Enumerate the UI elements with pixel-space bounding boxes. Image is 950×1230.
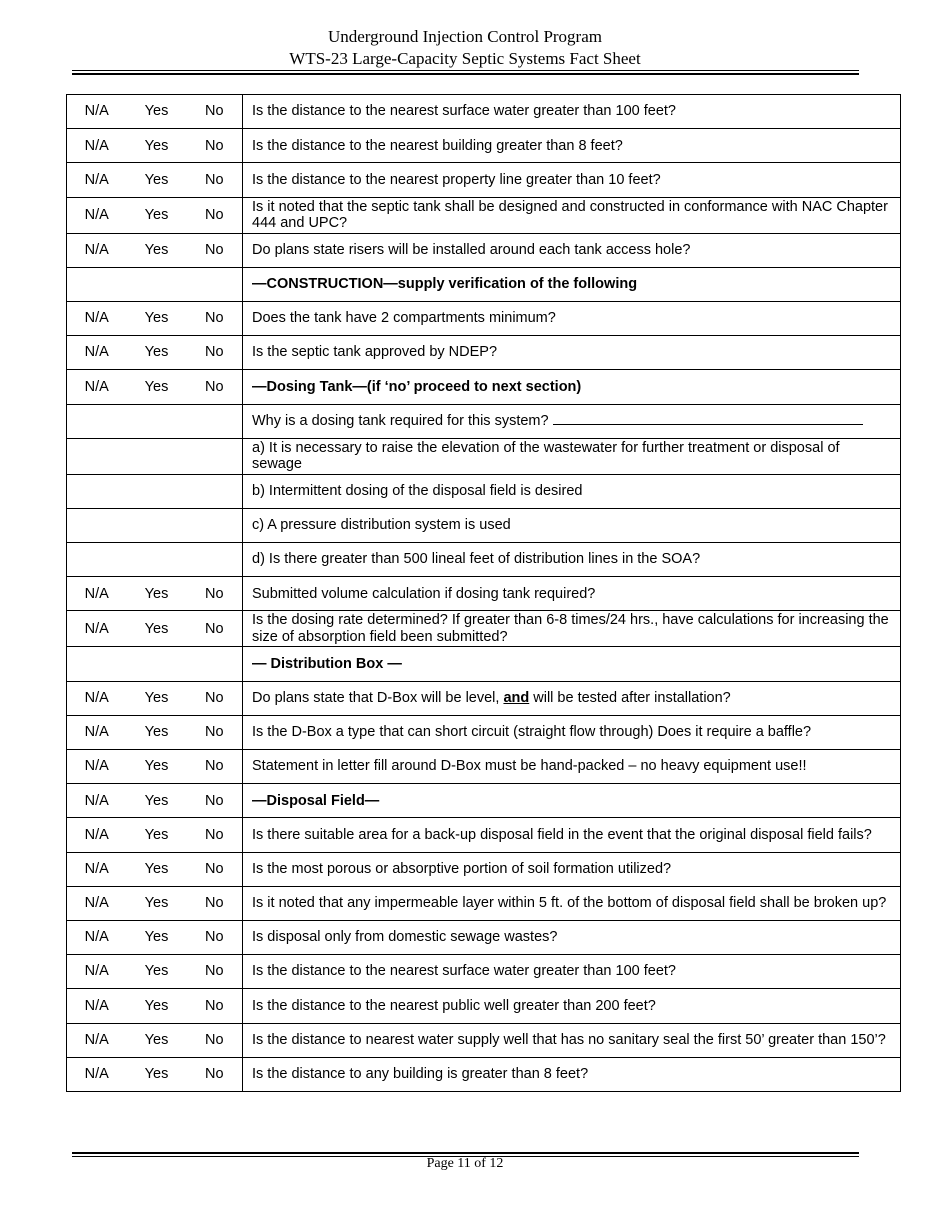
option-no[interactable]: No [187, 95, 243, 129]
option-yes[interactable]: Yes [127, 852, 187, 886]
question-text: Is the distance to the nearest building greater than 8 feet? [243, 129, 901, 163]
option-na[interactable]: N/A [67, 197, 127, 233]
option-no[interactable]: No [187, 163, 243, 197]
table-row [67, 852, 901, 886]
table-row [67, 818, 901, 852]
question-text: Is the distance to any building is greater than 8 feet? [243, 1057, 901, 1091]
option-na[interactable]: N/A [67, 955, 127, 989]
table-row [67, 301, 901, 335]
header-document-title: WTS-23 Large-Capacity Septic Systems Fact Sheet [289, 49, 641, 68]
option-yes[interactable]: Yes [127, 784, 187, 818]
emphasis-and: and [503, 689, 530, 706]
option-yes[interactable]: Yes [127, 95, 187, 129]
answer-blank-line[interactable] [553, 412, 863, 425]
option-yes[interactable]: Yes [127, 1023, 187, 1057]
option-na[interactable]: N/A [67, 784, 127, 818]
option-no[interactable]: No [187, 1057, 243, 1091]
option-no[interactable]: No [187, 920, 243, 954]
option-yes[interactable]: Yes [127, 681, 187, 715]
section-title-construction: —CONSTRUCTION—supply verification of the following [243, 267, 901, 301]
table-row [67, 715, 901, 749]
option-no[interactable]: No [187, 886, 243, 920]
option-na[interactable]: N/A [67, 233, 127, 267]
section-title-distribution-box: — Distribution Box — [243, 647, 901, 681]
table-row [67, 681, 901, 715]
option-no[interactable]: No [187, 577, 243, 611]
question-text: Is the D-Box a type that can short circuit (straight flow through) Does it require a baffle? [243, 715, 901, 749]
table-row [67, 233, 901, 267]
option-yes[interactable]: Yes [127, 750, 187, 784]
table-row [67, 920, 901, 954]
option-na[interactable]: N/A [67, 1023, 127, 1057]
question-text: Is disposal only from domestic sewage wastes? [243, 920, 901, 954]
checklist-table [66, 94, 901, 1092]
option-yes[interactable]: Yes [127, 197, 187, 233]
question-text: Is the septic tank approved by NDEP? [243, 336, 901, 370]
option-yes[interactable]: Yes [127, 886, 187, 920]
dosing-reason-option: a) It is necessary to raise the elevation of the wastewater for further treatment or disposal of sewage [243, 438, 901, 474]
question-text [243, 681, 901, 715]
option-no[interactable]: No [187, 129, 243, 163]
option-na[interactable]: N/A [67, 920, 127, 954]
table-row [67, 163, 901, 197]
section-header-row [67, 647, 901, 681]
header-rule [72, 70, 859, 71]
option-na[interactable]: N/A [67, 95, 127, 129]
option-no[interactable]: No [187, 681, 243, 715]
option-yes[interactable]: Yes [127, 129, 187, 163]
option-no[interactable]: No [187, 336, 243, 370]
option-yes[interactable]: Yes [127, 163, 187, 197]
option-yes[interactable]: Yes [127, 955, 187, 989]
option-na[interactable]: N/A [67, 336, 127, 370]
question-text: Is there suitable area for a back-up disposal field in the event that the original disposal field fails? [243, 818, 901, 852]
option-na[interactable]: N/A [67, 750, 127, 784]
question-text [243, 404, 901, 438]
dosing-reason-option: b) Intermittent dosing of the disposal field is desired [243, 474, 901, 508]
option-na[interactable]: N/A [67, 852, 127, 886]
table-row [67, 404, 901, 438]
question-text: Is it noted that the septic tank shall be designed and constructed in conformance with NAC Chapter 444 and UPC? [243, 197, 901, 233]
option-yes[interactable]: Yes [127, 336, 187, 370]
table-row [67, 508, 901, 542]
table-row [67, 611, 901, 647]
dosing-reason-option: d) Is there greater than 500 lineal feet of distribution lines in the SOA? [243, 543, 901, 577]
dosing-reason-prompt: Why is a dosing tank required for this system? [252, 413, 549, 430]
section-title-disposal-field: —Disposal Field— [243, 784, 901, 818]
table-row [67, 955, 901, 989]
option-no[interactable]: No [187, 715, 243, 749]
table-row [67, 474, 901, 508]
option-na[interactable]: N/A [67, 163, 127, 197]
option-yes[interactable]: Yes [127, 715, 187, 749]
option-na[interactable]: N/A [67, 1057, 127, 1091]
question-text: Is the distance to the nearest surface water greater than 100 feet? [243, 955, 901, 989]
page-header [0, 26, 930, 70]
option-no[interactable]: No [187, 301, 243, 335]
header-program-title: Underground Injection Control Program [327, 27, 602, 46]
option-na[interactable]: N/A [67, 989, 127, 1023]
table-row [67, 784, 901, 818]
option-no[interactable]: No [187, 233, 243, 267]
option-no[interactable]: No [187, 370, 243, 404]
question-text-start: Do plans state that D-Box will be level, [252, 689, 504, 706]
table-row [67, 370, 901, 404]
question-text: Does the tank have 2 compartments minimum? [243, 301, 901, 335]
option-yes[interactable]: Yes [127, 818, 187, 852]
option-na[interactable]: N/A [67, 370, 127, 404]
question-text: Is it noted that any impermeable layer within 5 ft. of the bottom of disposal field shall be broken up? [243, 886, 901, 920]
option-na[interactable]: N/A [67, 301, 127, 335]
option-yes[interactable]: Yes [127, 611, 187, 647]
table-row [67, 989, 901, 1023]
option-yes[interactable]: Yes [127, 301, 187, 335]
question-text-end: will be tested after installation? [529, 689, 731, 706]
footer-rule-thick [72, 1152, 859, 1154]
dosing-reason-option: c) A pressure distribution system is used [243, 508, 901, 542]
table-row [67, 197, 901, 233]
option-yes[interactable]: Yes [127, 370, 187, 404]
table-row [67, 577, 901, 611]
section-header-row [67, 267, 901, 301]
question-text: Submitted volume calculation if dosing tank required? [243, 577, 901, 611]
table-row [67, 750, 901, 784]
section-title-dosing-tank: —Dosing Tank—(if ‘no’ proceed to next section) [243, 370, 901, 404]
question-text: Statement in letter fill around D-Box must be hand-packed – no heavy equipment use!! [243, 750, 901, 784]
option-no[interactable]: No [187, 1023, 243, 1057]
question-text: Is the distance to the nearest property line greater than 10 feet? [243, 163, 901, 197]
option-na[interactable]: N/A [67, 681, 127, 715]
table-row [67, 1057, 901, 1091]
table-row [67, 336, 901, 370]
table-row [67, 1023, 901, 1057]
option-yes[interactable]: Yes [127, 989, 187, 1023]
question-text: Is the distance to nearest water supply well that has no sanitary seal the first 50’ greater than 150’? [243, 1023, 901, 1057]
option-no[interactable]: No [187, 611, 243, 647]
question-text: Is the distance to the nearest surface water greater than 100 feet? [243, 95, 901, 129]
option-no[interactable]: No [187, 818, 243, 852]
question-text: Do plans state risers will be installed around each tank access hole? [243, 233, 901, 267]
header-rule-thick [72, 73, 859, 75]
option-yes[interactable]: Yes [127, 920, 187, 954]
table-row [67, 886, 901, 920]
table-row [67, 129, 901, 163]
option-yes[interactable]: Yes [127, 233, 187, 267]
option-no[interactable]: No [187, 852, 243, 886]
option-na[interactable]: N/A [67, 611, 127, 647]
option-na[interactable]: N/A [67, 886, 127, 920]
option-na[interactable]: N/A [67, 577, 127, 611]
option-yes[interactable]: Yes [127, 577, 187, 611]
page-number: Page 11 of 12 [426, 1156, 504, 1171]
table-row [67, 95, 901, 129]
option-no[interactable]: No [187, 989, 243, 1023]
option-no[interactable]: No [187, 955, 243, 989]
option-na[interactable]: N/A [67, 818, 127, 852]
option-no[interactable]: No [187, 197, 243, 233]
option-yes[interactable]: Yes [127, 1057, 187, 1091]
option-no[interactable]: No [187, 750, 243, 784]
option-na[interactable]: N/A [67, 715, 127, 749]
question-text: Is the most porous or absorptive portion of soil formation utilized? [243, 852, 901, 886]
question-text: Is the dosing rate determined? If greater than 6-8 times/24 hrs., have calculations for increasing the size of absorption field been submitted? [243, 611, 901, 647]
table-row [67, 438, 901, 474]
option-na[interactable]: N/A [67, 129, 127, 163]
table-row [67, 543, 901, 577]
question-text: Is the distance to the nearest public well greater than 200 feet? [243, 989, 901, 1023]
option-no[interactable]: No [187, 784, 243, 818]
